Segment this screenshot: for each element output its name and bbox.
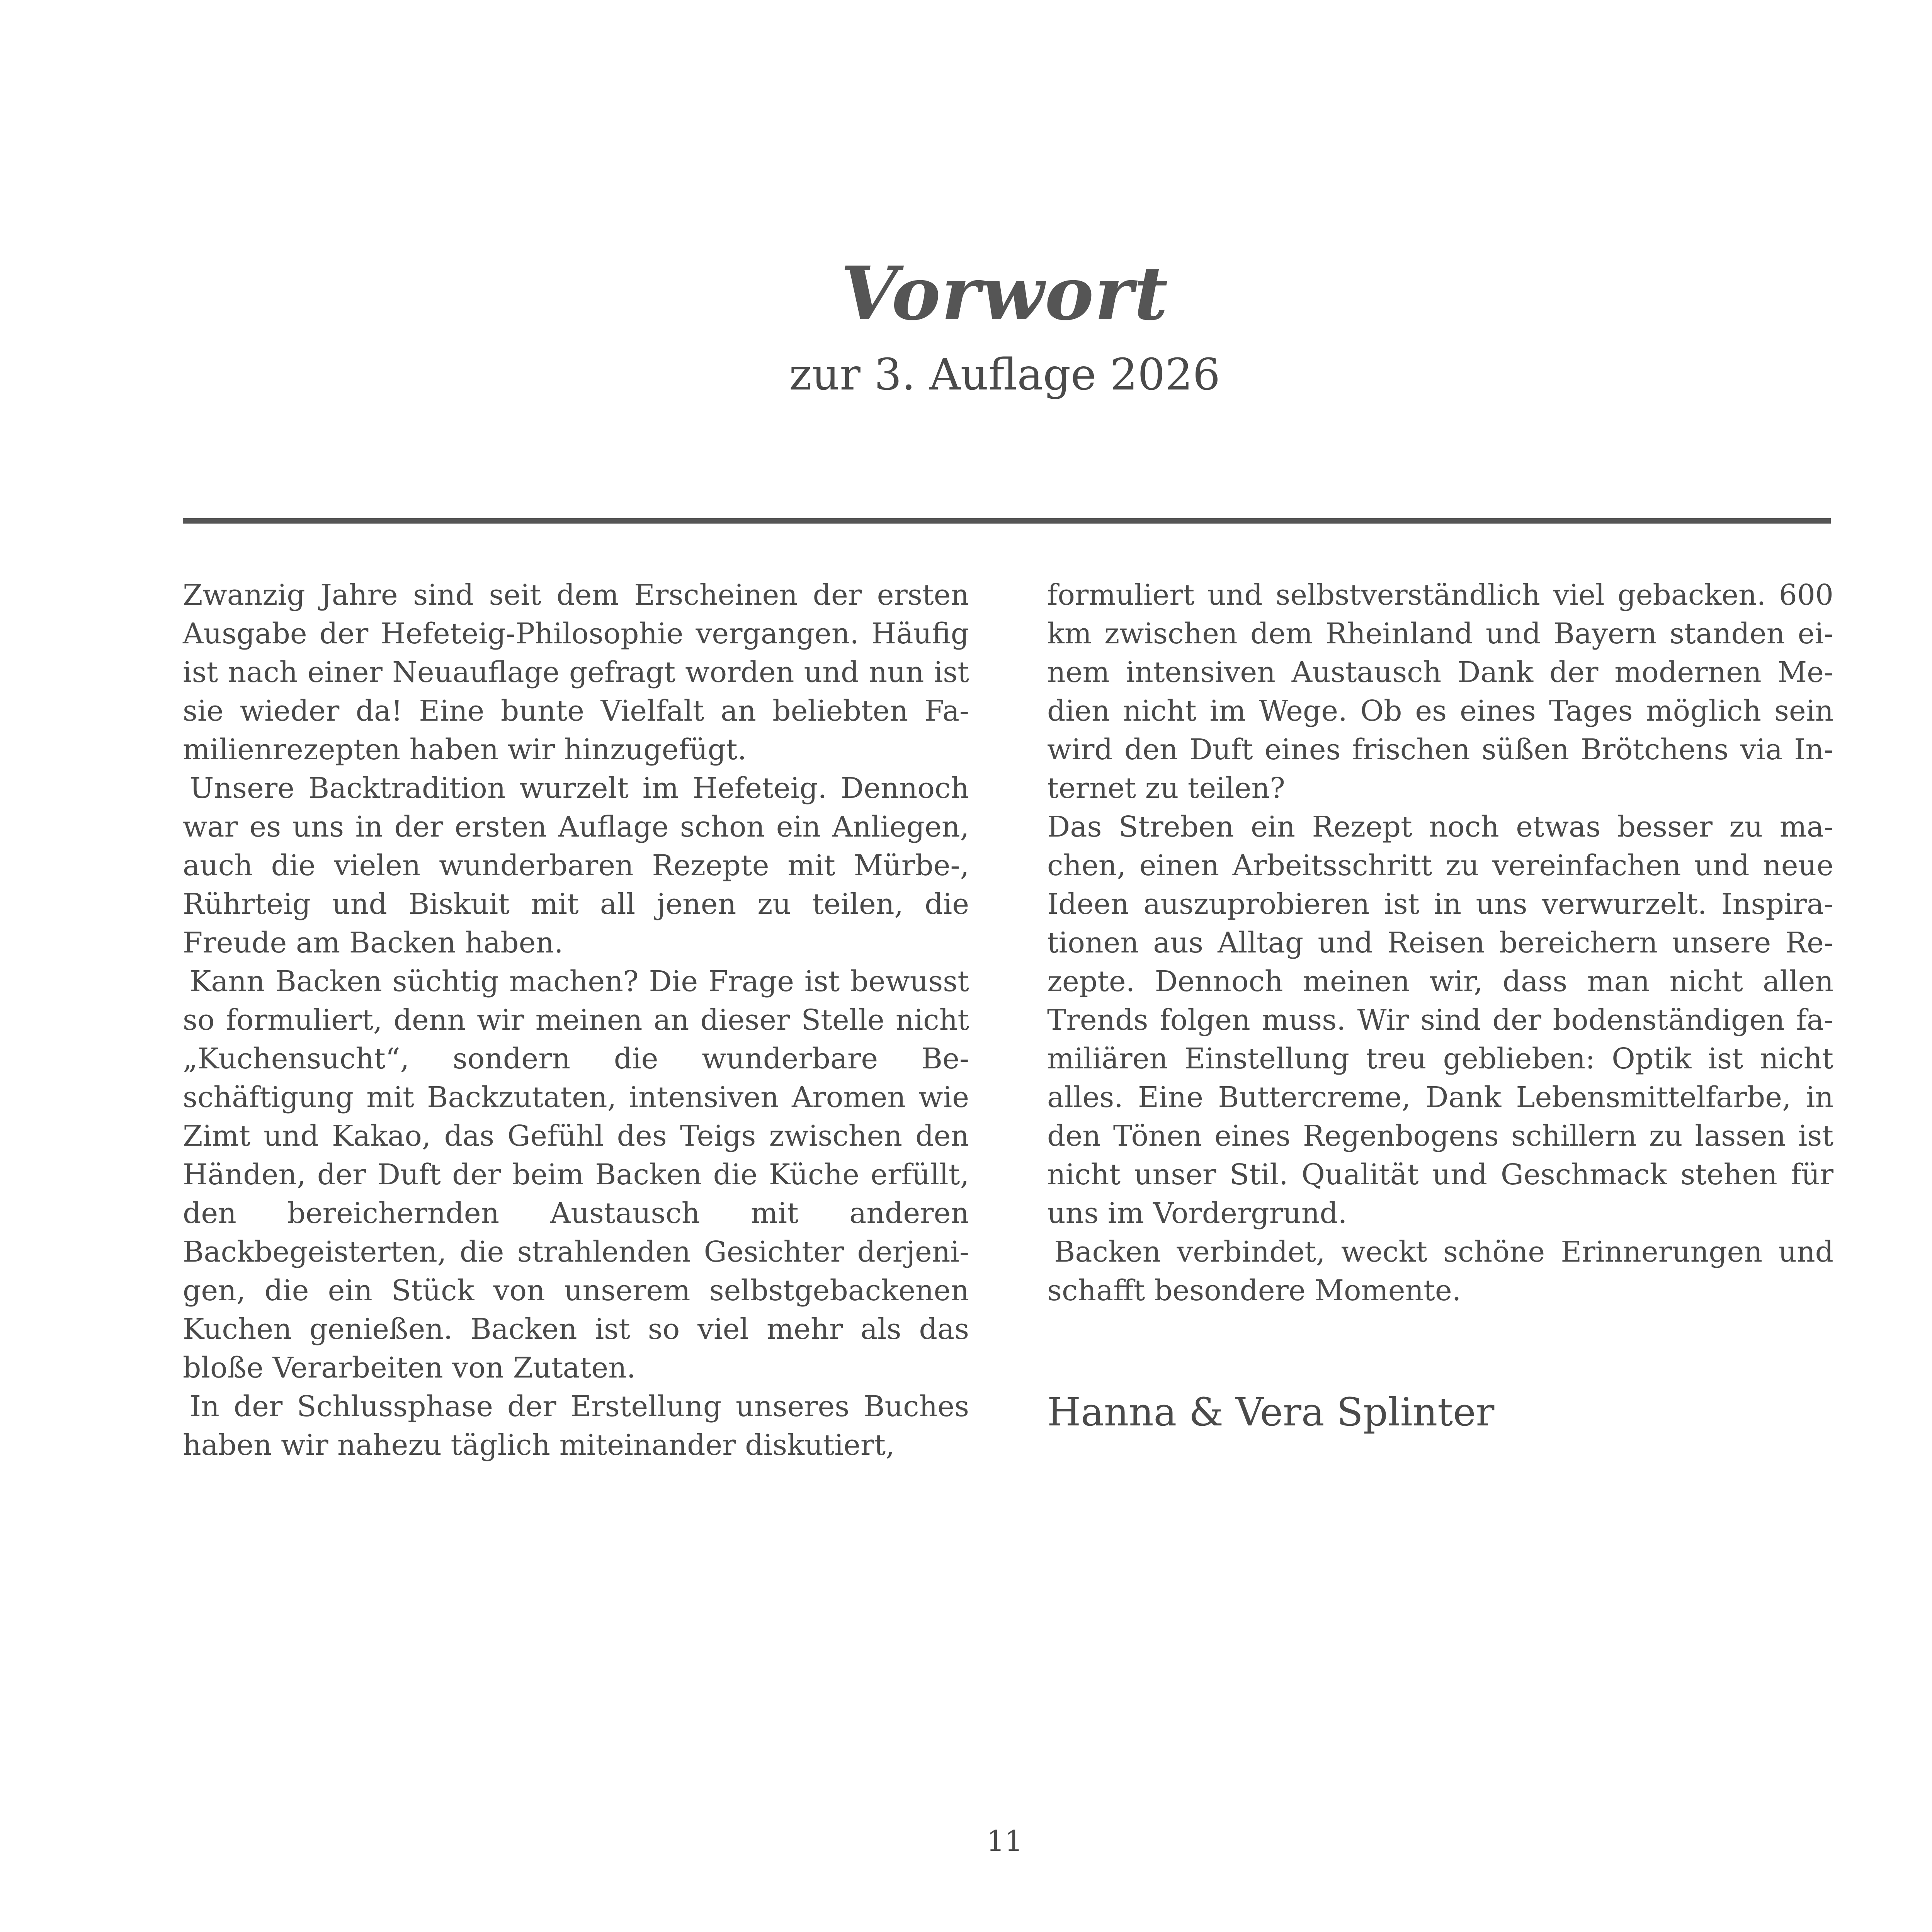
horizontal-divider bbox=[183, 518, 1831, 524]
paragraph: Das Streben ein Rezept noch etwas besser zu machen, einen Arbeitsschritt zu vereinfachen und neue Ideen auszuprobieren ist in uns verwurzelt. Inspirationen aus Alltag und Reisen bereichern unsere Rezepte. Dennoch meinen wir, dass man nicht allen Trends folgen muss. Wir sind der bodenständigen familiären Einstellung treu geblieben: Optik ist nicht alles. Eine Buttercreme, Dank Lebensmittelfarbe, in den Tönen eines Regenbogens schillern zu lassen ist nicht unser Stil. Qualität und Geschmack stehen für uns im Vordergrund. bbox=[1047, 810, 1833, 1230]
text-column-right bbox=[1047, 576, 1833, 1310]
paragraph: formuliert und selbstverständlich viel gebacken. 600 km zwischen dem Rheinland und Bayern standen einem intensiven Austausch Dank der modernen Medien nicht im Wege. Ob es eines Tages möglich sein wird den Duft eines frischen süßen Brötchens via Internet zu teilen? bbox=[1047, 578, 1833, 805]
paragraph: Unsere Backtradition wurzelt im Hefeteig. Dennoch war es uns in der ersten Auflage schon ein Anliegen, auch die vielen wunderbaren Rezepte mit Mürbe-, Rührteig und Biskuit mit all jenen zu teilen, die Freude am Backen haben. bbox=[183, 772, 969, 959]
page-title: Vorwort bbox=[840, 250, 1169, 337]
paragraph: Zwanzig Jahre sind seit dem Erscheinen der ersten Ausgabe der Hefeteig-Philosophie vergangen. Häufig ist nach einer Neuauflage gefragt worden und nun ist sie wieder da! Eine bunte Vielfalt an beliebten Familienrezepten haben wir hinzugefügt. bbox=[183, 578, 969, 766]
page-subtitle: zur 3. Auflage 2026 bbox=[789, 350, 1220, 400]
paragraph: Backen verbindet, weckt schöne Erinnerungen und schafft besondere Momente. bbox=[1047, 1235, 1833, 1307]
paragraph: In der Schlussphase der Erstellung unseres Buches haben wir nahezu täglich miteinander diskutiert, bbox=[183, 1390, 969, 1462]
text-column-left bbox=[183, 576, 969, 1464]
author-signature: Hanna & Vera Splinter bbox=[1047, 1389, 1495, 1435]
page-number: 11 bbox=[986, 1825, 1023, 1858]
paragraph: Kann Backen süchtig machen? Die Frage ist bewusst so formuliert, denn wir meinen an dieser Stelle nicht „Kuchensucht“, sondern die wunderbare Beschäftigung mit Backzutaten, intensiven Aromen wie Zimt und Kakao, das Gefühl des Teigs zwischen den Händen, der Duft der beim Backen die Küche erfüllt, den bereichernden Austausch mit anderen Backbegeisterten, die strahlenden Gesichter derjenigen, die ein Stück von unserem selbstgebackenen Kuchen genießen. Backen ist so viel mehr als das bloße Verarbeiten von Zutaten. bbox=[183, 965, 969, 1384]
